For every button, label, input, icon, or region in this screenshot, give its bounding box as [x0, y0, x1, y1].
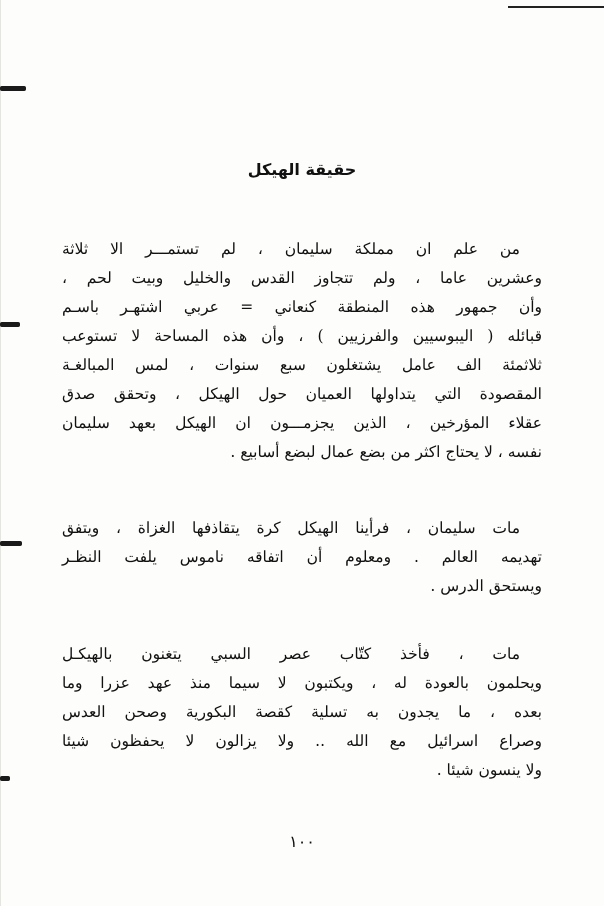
paragraph-2 — [62, 514, 542, 601]
text-line: مات سليمان ، فرأينا الهيكل كرة يتقاذفها الغزاة ، ويتفق — [62, 519, 520, 537]
text-line: ولا ينسون شيئا . — [436, 761, 542, 779]
text-line: ويحلمون بالعودة له ، ويكتبون لا سيما منذ عهد عزرا وما — [62, 674, 542, 692]
text-line: وعشرين عاما ، ولم تتجاوز القدس والخليل وبيت لحم ، — [62, 269, 542, 287]
text-line: تهديمه العالم . ومعلوم أن اتفاقه ناموس يلفت النظـر — [62, 548, 542, 566]
text-line: وصراع اسرائيل مع الله .. ولا يزالون لا يحفظون شيئا — [62, 732, 542, 750]
scan-mark — [0, 322, 20, 327]
text-line: قبائله ( اليبوسيين والفرزيين ) ، وأن هذه المساحة لا تستوعب — [62, 327, 542, 345]
text-line: وأن جمهور هذه المنطقة كنعاني = عربي اشتهـر باسـم — [62, 298, 542, 316]
text-line: نفسه ، لا يحتاج اكثر من بضع عمال لبضع أسابيع . — [230, 443, 542, 461]
scan-mark — [0, 86, 26, 91]
chapter-heading: حقيقة الهيكل — [247, 160, 357, 179]
text-line: المقصودة التي يتداولها العميان حول الهيكل ، وتحقق صدق — [62, 385, 542, 403]
top-rule — [508, 6, 604, 8]
text-line: من علم ان مملكة سليمان ، لم تستمـــر الا ثلاثة — [62, 240, 520, 258]
text-line: ويستحق الدرس . — [430, 577, 542, 595]
page-number: ١٠٠ — [289, 832, 315, 851]
text-line: عقلاء المؤرخين ، الذين يجزمـــون ان الهيكل بعهد سليمان — [62, 414, 542, 432]
paragraph-3 — [62, 640, 542, 785]
scan-mark — [0, 776, 10, 781]
text-line: ثلاثمئة الف عامل يشتغلون سبع سنوات ، لمس المبالغـة — [62, 356, 542, 374]
paragraph-1 — [62, 235, 542, 467]
scan-mark — [0, 541, 22, 546]
text-line: مات ، فأخذ كتّاب عصر السبي يتغنون بالهيكـل — [62, 645, 520, 663]
text-line: بعده ، ما يجدون به تسلية كقصة البكورية وصحن العدس — [62, 703, 542, 721]
